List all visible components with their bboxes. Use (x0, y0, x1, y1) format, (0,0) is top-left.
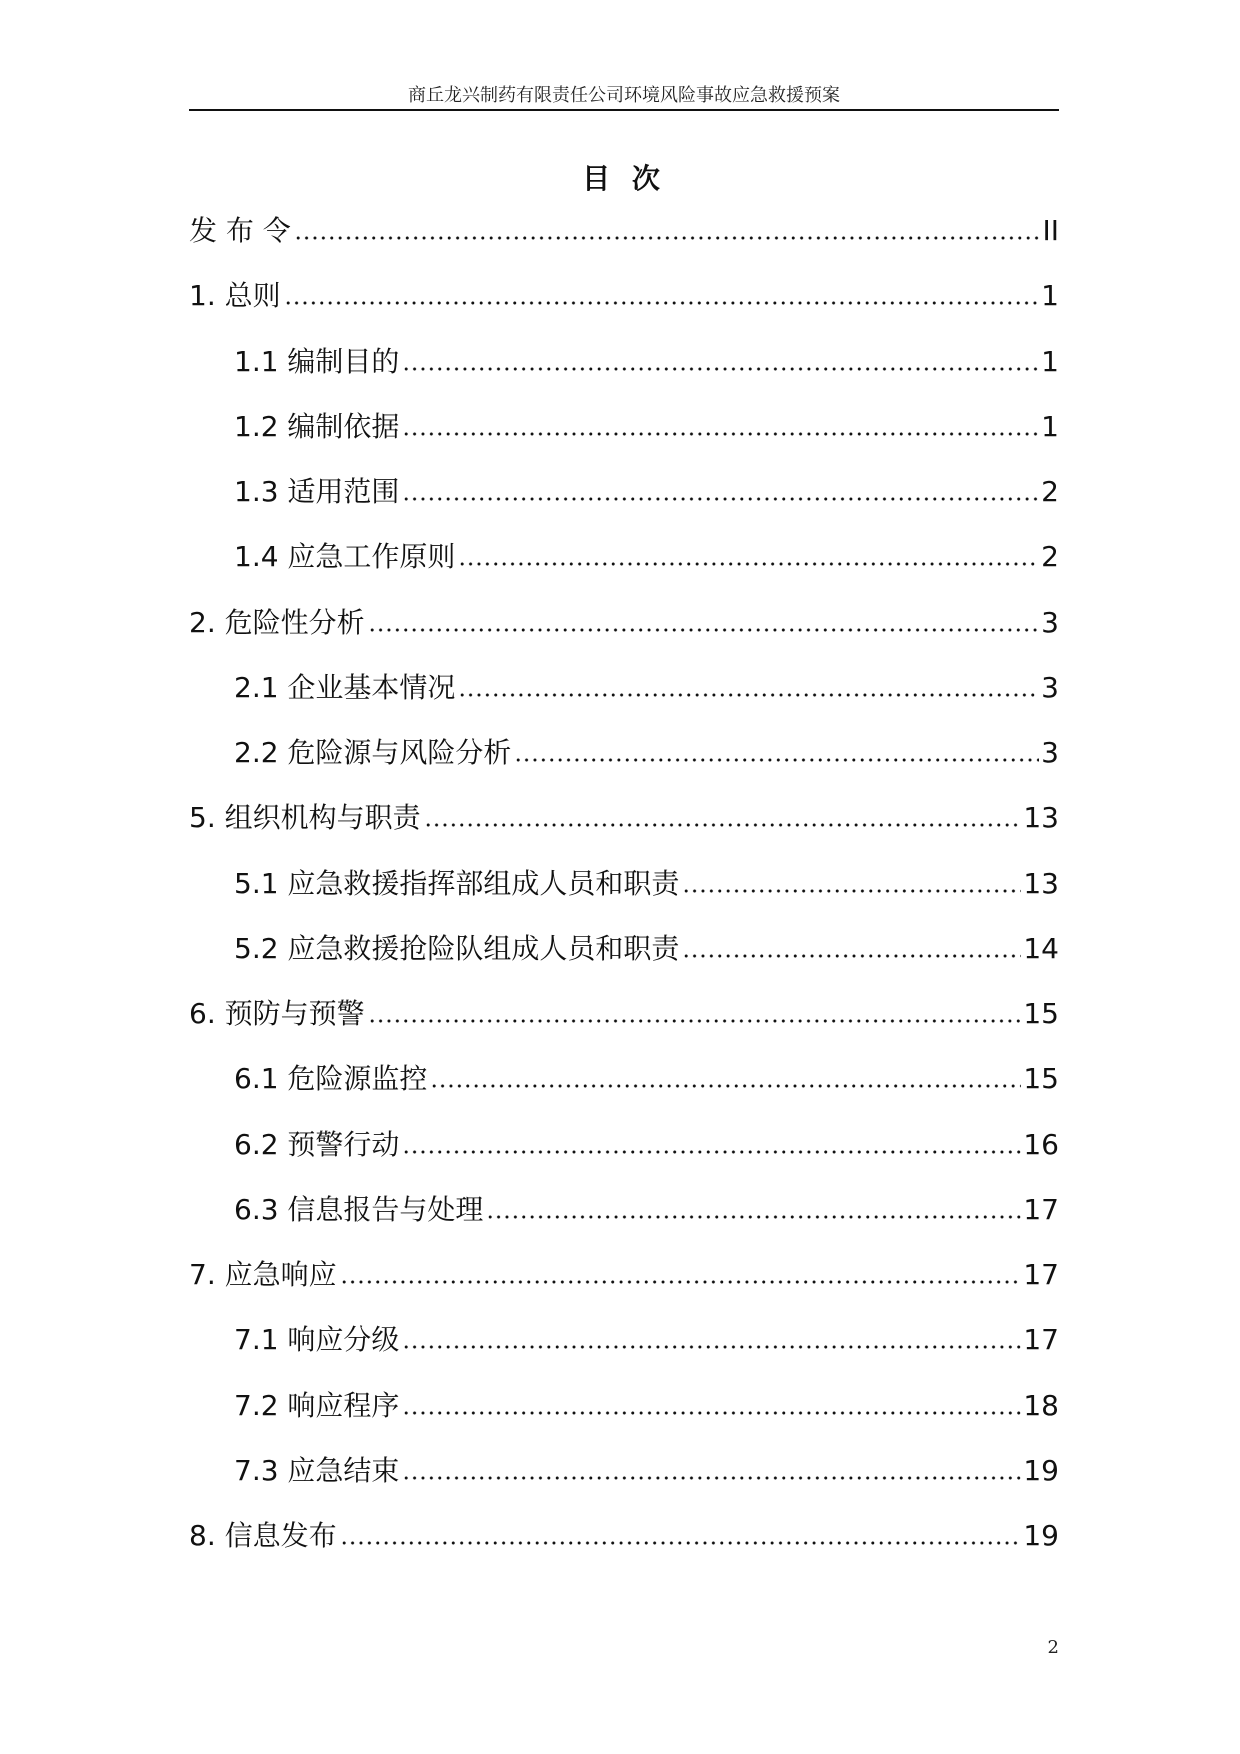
dot-leader (402, 497, 1039, 501)
toc-entry-page-number: 15 (1023, 1062, 1059, 1096)
toc-subsection-entry[interactable] (189, 394, 1059, 459)
dot-leader (294, 236, 1041, 240)
toc-entry-title: 8. 信息发布 (189, 1519, 337, 1552)
running-header: 商丘龙兴制药有限责任公司环境风险事故应急救援预案 (408, 85, 840, 106)
toc-entry-page-number: 18 (1023, 1388, 1059, 1422)
toc-section-entry[interactable] (189, 1503, 1059, 1568)
dot-leader (402, 367, 1039, 371)
toc-subsection-entry[interactable] (189, 1046, 1059, 1111)
dot-leader (340, 1541, 1022, 1545)
toc-entry-title: 2.2 危险源与风险分析 (234, 736, 512, 769)
dot-leader (402, 1345, 1021, 1349)
toc-entry-page-number: 13 (1023, 866, 1059, 900)
dot-leader (402, 432, 1039, 436)
toc-section-entry[interactable] (189, 785, 1059, 850)
dot-leader (402, 1476, 1021, 1480)
toc-entry-page-number: 2 (1041, 540, 1059, 574)
toc-entry-title: 5. 组织机构与职责 (189, 801, 421, 835)
toc-entry-title: 1. 总则 (189, 279, 281, 313)
dot-leader (682, 954, 1021, 958)
toc-entry-title: 7.3 应急结束 (234, 1453, 400, 1487)
dot-leader (368, 1019, 1022, 1023)
toc-entry-page-number: 19 (1023, 1519, 1059, 1552)
toc-section-entry[interactable] (189, 263, 1059, 328)
dot-leader (340, 1280, 1022, 1284)
dot-leader (402, 1150, 1021, 1154)
dot-leader (402, 1411, 1021, 1415)
toc-entry-page-number: 17 (1023, 1258, 1059, 1291)
toc-entry-page-number: 1 (1041, 409, 1059, 443)
toc-section-entry[interactable] (189, 981, 1059, 1046)
toc-subsection-entry[interactable] (189, 655, 1059, 720)
toc-entry-page-number: 17 (1023, 1323, 1059, 1357)
toc-entry-title: 2.1 企业基本情况 (234, 670, 456, 704)
toc-subsection-entry[interactable] (189, 459, 1059, 524)
toc-entry-page-number: II (1042, 214, 1059, 247)
toc-entry-title: 1.1 编制目的 (234, 344, 400, 378)
toc-entry-title: 5.1 应急救援指挥部组成人员和职责 (234, 866, 680, 900)
toc-entry-title: 1.2 编制依据 (234, 409, 400, 443)
dot-leader (368, 628, 1040, 632)
dot-leader (486, 1215, 1021, 1219)
toc-section-entry[interactable] (189, 590, 1059, 655)
dot-leader (284, 301, 1040, 305)
table-of-contents (189, 198, 1059, 1568)
toc-subsection-entry[interactable] (189, 1438, 1059, 1503)
toc-entry-page-number: 3 (1041, 605, 1059, 639)
toc-entry-title: 6.3 信息报告与处理 (234, 1192, 484, 1226)
toc-entry-page-number: 13 (1023, 801, 1059, 835)
toc-subsection-entry[interactable] (189, 851, 1059, 916)
toc-entry-title: 1.3 适用范围 (234, 475, 400, 508)
dot-leader (424, 823, 1022, 827)
toc-entry-title: 6. 预防与预警 (189, 997, 365, 1030)
toc-entry-page-number: 16 (1023, 1127, 1059, 1161)
toc-section-entry[interactable] (189, 1242, 1059, 1307)
toc-subsection-entry[interactable] (189, 916, 1059, 981)
toc-entry-title: 1.4 应急工作原则 (234, 540, 456, 574)
toc-entry-page-number: 1 (1041, 279, 1059, 313)
toc-entry-title: 2. 危险性分析 (189, 605, 365, 639)
dot-leader (682, 889, 1021, 893)
toc-subsection-entry[interactable] (189, 1373, 1059, 1438)
toc-entry-title: 5.2 应急救援抢险队组成人员和职责 (234, 931, 680, 965)
toc-entry-title: 6.2 预警行动 (234, 1127, 400, 1161)
header-divider (189, 109, 1059, 111)
toc-entry-title: 发 布 令 (189, 214, 291, 247)
toc-subsection-entry[interactable] (189, 720, 1059, 785)
dot-leader (458, 693, 1039, 697)
toc-entry-page-number: 3 (1041, 670, 1059, 704)
page-number: 2 (1047, 1637, 1059, 1658)
toc-subsection-entry[interactable] (189, 1112, 1059, 1177)
toc-heading: 目 次 (582, 162, 666, 195)
toc-subsection-entry[interactable] (189, 329, 1059, 394)
toc-subsection-entry[interactable] (189, 524, 1059, 589)
toc-entry-page-number: 19 (1023, 1453, 1059, 1487)
toc-entry-page-number: 1 (1041, 344, 1059, 378)
toc-entry-title: 7. 应急响应 (189, 1258, 337, 1291)
toc-entry-title: 7.2 响应程序 (234, 1388, 400, 1422)
toc-entry-title: 6.1 危险源监控 (234, 1062, 428, 1096)
dot-leader (430, 1084, 1021, 1088)
toc-subsection-entry[interactable] (189, 1307, 1059, 1372)
toc-entry-page-number: 2 (1041, 475, 1059, 508)
toc-entry-title: 7.1 响应分级 (234, 1323, 400, 1357)
toc-entry-page-number: 3 (1041, 736, 1059, 769)
toc-subsection-entry[interactable] (189, 1177, 1059, 1242)
toc-entry-page-number: 15 (1023, 997, 1059, 1030)
dot-leader (514, 758, 1039, 762)
toc-entry-page-number: 14 (1023, 931, 1059, 965)
dot-leader (458, 562, 1039, 566)
toc-section-entry[interactable] (189, 198, 1059, 263)
toc-entry-page-number: 17 (1023, 1192, 1059, 1226)
